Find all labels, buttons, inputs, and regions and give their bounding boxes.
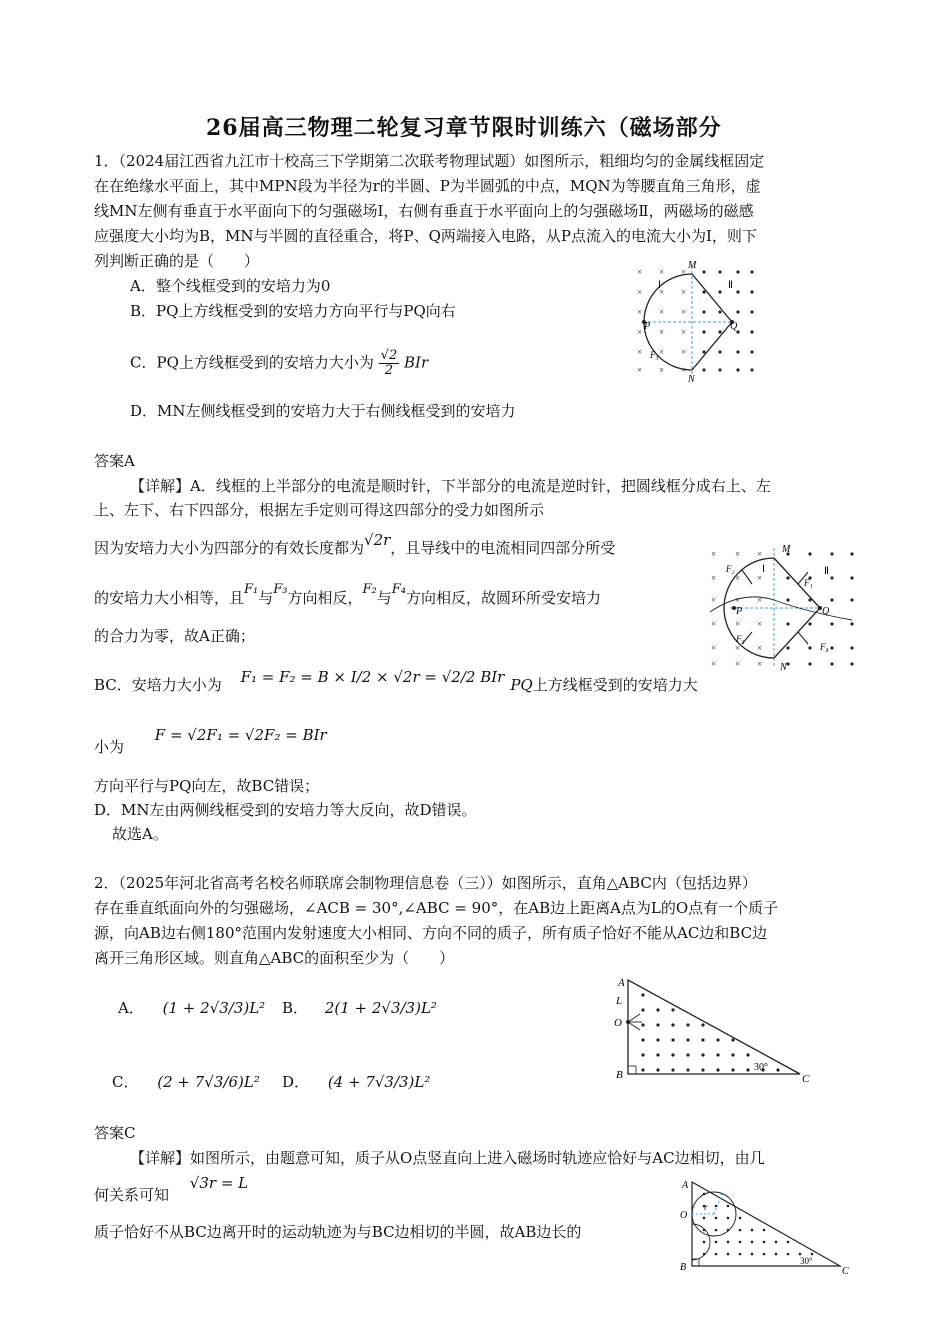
field-dot-mark xyxy=(641,1023,644,1026)
field-dot-mark xyxy=(830,598,833,601)
field-dot-mark xyxy=(775,1253,778,1256)
field-dot-mark xyxy=(811,1253,814,1256)
field-dot-mark xyxy=(701,1038,704,1041)
q1-exp3a: 因为安培力大小为四部分的有效长度都为 xyxy=(94,539,365,557)
q2-option-a-formula: (1 + 2√3/3)L² xyxy=(162,999,266,1017)
label-n-2: N xyxy=(780,662,787,672)
field-dot-mark xyxy=(702,368,705,371)
q1-option-c-text: C．PQ上方线框受到的安培力大小为 xyxy=(130,353,374,372)
q1-exp7 xyxy=(94,726,327,757)
q1-line5: 列判断正确的是（ ） xyxy=(94,252,260,270)
field-dot-mark xyxy=(701,1053,704,1056)
q1-exp1: 【详解】A．线框的上半部分的电流是顺时针，下半部分的电流是逆时针，把圆线框分成右上、左 xyxy=(130,477,771,495)
q1-exp2: 上、左下、右下四部分，根据左手定则可得这四部分的受力如图所示 xyxy=(94,501,545,519)
field-dot-mark xyxy=(750,368,753,371)
q1-exp3-formula: √2r xyxy=(364,531,391,549)
q1-exp7-formula: F = √2F₁ = √2F₂ = BIr xyxy=(154,726,327,744)
field-dot-mark xyxy=(686,1068,689,1071)
field-cross-mark: × xyxy=(735,619,741,629)
q1-exp10: 故选A。 xyxy=(112,825,168,843)
field-dot-mark xyxy=(656,1008,659,1011)
field-dot-mark xyxy=(739,1253,742,1256)
field-dot-mark xyxy=(727,1253,730,1256)
field-dot-mark xyxy=(731,1068,734,1071)
field-dot-mark xyxy=(671,1068,674,1071)
field-dot-mark xyxy=(808,662,811,665)
q2-option-b xyxy=(282,998,437,1018)
field-cross-mark: × xyxy=(681,327,687,337)
frac-numerator: √2 xyxy=(380,348,398,363)
field-dot-mark xyxy=(701,1023,704,1026)
field-dot-mark xyxy=(775,1241,778,1244)
q2-exp2-formula: √3r = L xyxy=(189,1174,249,1192)
q1-exp6-pq: PQ xyxy=(510,676,533,694)
q1-option-b: B．PQ上方线框受到的安培力方向平行与PQ向右 xyxy=(130,302,456,320)
label-region-1: Ⅰ xyxy=(658,280,661,291)
field-dot-mark xyxy=(702,350,705,353)
q2-triangle-figure xyxy=(610,974,816,1086)
field-dot-mark xyxy=(727,1205,730,1208)
q1-exp5: 的合力为零，故A正确； xyxy=(94,627,255,645)
q2-answer: 答案C xyxy=(94,1124,136,1142)
field-dot-mark xyxy=(750,270,753,273)
q2-option-b-label: B． xyxy=(282,999,309,1017)
q1-exp6d: 上方线框受到的安培力大 xyxy=(532,676,698,694)
field-dot-mark xyxy=(850,552,853,555)
q1-exp6-formula: F₁ = F₂ = B × I/2 × √2r = √2/2 BIr xyxy=(240,668,505,686)
field-cross-mark: × xyxy=(757,643,763,653)
field-dot-mark xyxy=(718,330,721,333)
field-dot-mark xyxy=(850,576,853,579)
f3-symbol: F₃ xyxy=(273,582,288,597)
field-dot-mark xyxy=(656,1023,659,1026)
q1-figure xyxy=(628,258,758,383)
q2-option-d xyxy=(282,1072,430,1092)
field-dot-mark xyxy=(702,330,705,333)
field-dot-mark xyxy=(830,552,833,555)
field-cross-mark: × xyxy=(711,595,717,605)
q1-answer: 答案A xyxy=(94,452,135,470)
field-cross-mark: × xyxy=(637,327,643,337)
field-dot-mark xyxy=(750,330,753,333)
q1-option-d: D．MN左侧线框受到的安培力大于右侧线框受到的安培力 xyxy=(130,402,516,420)
field-dot-mark xyxy=(739,1241,742,1244)
field-dot-mark xyxy=(746,1068,749,1071)
field-dot-mark xyxy=(641,1008,644,1011)
field-cross-mark: × xyxy=(681,365,687,375)
field-dot-mark xyxy=(786,662,789,665)
q1-exp9: D．MN左由两侧线框受到的安培力等大反向，故D错误。 xyxy=(94,801,477,819)
field-dot-mark xyxy=(799,1253,802,1256)
field-dot-mark xyxy=(751,1229,754,1232)
q2-option-a-label: A． xyxy=(118,999,144,1017)
field-dot-mark xyxy=(786,598,789,601)
q1-line1: 1．（2024届江西省九江市十校高三下学期第二次联考物理试题）如图所示，粗细均匀的金属线框固定 xyxy=(94,152,765,170)
field-cross-mark: × xyxy=(637,287,643,297)
field-dot-mark xyxy=(750,350,753,353)
field-cross-mark: × xyxy=(659,347,665,357)
frac-denominator: 2 xyxy=(384,363,394,378)
field-dot-mark xyxy=(716,1038,719,1041)
label-m-2: M xyxy=(782,544,791,555)
label-m: M xyxy=(688,260,697,271)
field-dot-mark xyxy=(830,576,833,579)
q1-exp7a: 小为 xyxy=(94,738,125,756)
field-cross-mark: × xyxy=(757,659,763,669)
field-dot-mark xyxy=(750,310,753,313)
field-dot-mark xyxy=(850,646,853,649)
q1-force-figure xyxy=(702,540,862,672)
field-cross-mark: × xyxy=(659,307,665,317)
q1-exp6 xyxy=(94,668,698,695)
field-cross-mark: × xyxy=(711,643,717,653)
field-dot-mark xyxy=(686,1053,689,1056)
field-dot-mark xyxy=(786,622,789,625)
q1-exp8: 方向平行与PQ向左，故BC错误； xyxy=(94,777,320,795)
field-dot-mark xyxy=(736,350,739,353)
q2-option-d-formula: (4 + 7√3/3)L² xyxy=(327,1073,431,1091)
field-dot-mark xyxy=(751,1241,754,1244)
q1-option-c xyxy=(130,349,428,378)
q1-exp3 xyxy=(94,531,616,558)
field-dot-mark xyxy=(808,552,811,555)
field-dot-mark xyxy=(715,1253,718,1256)
q2-exp1: 【详解】如图所示，由题意可知，质子从O点竖直向上进入磁场时轨迹应恰好与AC边相切，由几 xyxy=(130,1149,765,1167)
label-region-1-2: Ⅰ xyxy=(762,564,765,575)
field-cross-mark: × xyxy=(681,307,687,317)
field-dot-mark xyxy=(701,1068,704,1071)
field-cross-mark: × xyxy=(681,267,687,277)
field-dot-mark xyxy=(686,1038,689,1041)
field-dot-mark xyxy=(736,310,739,313)
label-p: P xyxy=(644,321,651,332)
field-cross-mark: × xyxy=(711,549,717,559)
field-cross-mark: × xyxy=(711,619,717,629)
field-dot-mark xyxy=(718,310,721,313)
field-cross-mark: × xyxy=(681,287,687,297)
label-region-2-2: Ⅱ xyxy=(824,566,829,577)
q1-exp4g: 与 xyxy=(376,589,392,607)
field-dot-mark xyxy=(686,1023,689,1026)
label-b: B xyxy=(616,1069,623,1081)
field-dot-mark xyxy=(850,598,853,601)
label-region-2: Ⅱ xyxy=(728,280,733,291)
field-dot-mark xyxy=(763,1253,766,1256)
field-cross-mark: × xyxy=(757,619,763,629)
q1-line3: 线MN左侧有垂直于水平面向下的匀强磁场Ⅰ，右侧有垂直于水平面向上的匀强磁场Ⅱ，两磁场的磁感 xyxy=(94,202,754,220)
field-cross-mark: × xyxy=(757,595,763,605)
label-a-2: A xyxy=(682,1180,689,1191)
q1-line2: 在在绝缘水平面上，其中MPN段为半径为r的半圆、P为半圆弧的中点，MQN为等腰直角三角形，虚 xyxy=(94,177,761,195)
label-q-2: Q xyxy=(822,606,830,617)
field-dot-mark xyxy=(718,368,721,371)
field-dot-mark xyxy=(727,1241,730,1244)
q1-option-c-tail: BIr xyxy=(404,353,429,372)
label-c: C xyxy=(802,1073,810,1085)
label-l: L xyxy=(616,995,623,1007)
field-dot-mark xyxy=(718,290,721,293)
field-cross-mark: × xyxy=(735,659,741,669)
q1-exp3c: ，且导线中的电流相同四部分所受 xyxy=(390,539,616,557)
q1-option-a: A．整个线框受到的安培力为0 xyxy=(130,277,331,295)
f1-symbol: F₁ xyxy=(244,582,259,597)
label-o: O xyxy=(614,1017,622,1029)
label-f4: F₄ xyxy=(820,642,829,652)
q1-exp4c: 与 xyxy=(258,589,274,607)
field-cross-mark: × xyxy=(659,267,665,277)
field-dot-mark xyxy=(641,1038,644,1041)
field-dot-mark xyxy=(715,1241,718,1244)
field-dot-mark xyxy=(671,1038,674,1041)
label-q: Q xyxy=(730,321,738,332)
q1-option-c-fraction xyxy=(379,349,400,378)
field-cross-mark: × xyxy=(637,307,643,317)
f2-symbol: F₂ xyxy=(362,582,377,597)
q1-exp4 xyxy=(94,582,602,610)
label-p-2: P xyxy=(736,606,743,617)
q2-solution-figure xyxy=(676,1176,854,1276)
field-dot-mark xyxy=(718,350,721,353)
field-dot-mark xyxy=(671,1008,674,1011)
field-dot-mark xyxy=(702,290,705,293)
field-dot-mark xyxy=(641,993,644,996)
q2-option-c-formula: (2 + 7√3/6)L² xyxy=(157,1073,260,1091)
q1-exp4i: 方向相反，故圆环所受安培力 xyxy=(406,589,602,607)
field-dot-mark xyxy=(750,290,753,293)
field-dot-mark xyxy=(702,270,705,273)
label-f1: F₁ xyxy=(804,578,813,588)
q2-option-b-formula: 2(1 + 2√3/3)L² xyxy=(324,999,437,1017)
field-dot-mark xyxy=(703,1241,706,1244)
field-dot-mark xyxy=(830,622,833,625)
field-dot-mark xyxy=(715,1229,718,1232)
field-dot-mark xyxy=(776,1068,779,1071)
q2-option-a xyxy=(118,998,265,1018)
field-dot-mark xyxy=(808,646,811,649)
field-dot-mark xyxy=(830,662,833,665)
field-cross-mark: × xyxy=(659,327,665,337)
q2-line4: 离开三角形区域。则直角△ABC的面积至少为（ ） xyxy=(94,949,455,967)
field-dot-mark xyxy=(671,1023,674,1026)
field-dot-mark xyxy=(702,310,705,313)
field-cross-mark: × xyxy=(711,573,717,583)
field-dot-mark xyxy=(656,1053,659,1056)
field-dot-mark xyxy=(736,368,739,371)
label-f3-2: F₃ xyxy=(736,634,745,644)
label-f3: F₃ xyxy=(650,350,659,360)
field-cross-mark: × xyxy=(637,267,643,277)
field-dot-mark xyxy=(716,1053,719,1056)
label-b-2: B xyxy=(680,1262,687,1273)
label-angle: 30° xyxy=(754,1062,768,1073)
field-cross-mark: × xyxy=(659,365,665,375)
q2-option-c xyxy=(112,1072,260,1092)
q2-exp2 xyxy=(94,1174,249,1205)
q2-exp2a: 何关系可知 xyxy=(94,1186,170,1204)
field-dot-mark xyxy=(763,1229,766,1232)
q2-line1: 2．（2025年河北省高考名校名师联席会制物理信息卷（三））如图所示，直角△ABC内（包括边界） xyxy=(94,874,757,892)
field-cross-mark: × xyxy=(757,573,763,583)
label-a: A xyxy=(618,977,625,989)
page-title: 26届高三物理二轮复习章节限时训练六（磁场部分 xyxy=(206,115,722,141)
field-dot-mark xyxy=(808,622,811,625)
field-dot-mark xyxy=(671,1053,674,1056)
q1-exp6a: BC．安培力大小为 xyxy=(94,676,222,694)
field-dot-mark xyxy=(641,1068,644,1071)
field-dot-mark xyxy=(746,1053,749,1056)
q1-line4: 应强度大小均为B，MN与半圆的直径重合，将P、Q两端接入电路，从P点流入的电流大小为I，则下 xyxy=(94,227,757,245)
field-cross-mark: × xyxy=(735,643,741,653)
field-dot-mark xyxy=(786,646,789,649)
field-dot-mark xyxy=(787,1241,790,1244)
f4-symbol: F₄ xyxy=(391,582,406,597)
field-dot-mark xyxy=(703,1217,706,1220)
label-c-2: C xyxy=(842,1266,849,1276)
field-dot-mark xyxy=(718,270,721,273)
q2-exp3: 质子恰好不从BC边离开时的运动轨迹为与BC边相切的半圆，故AB边长的 xyxy=(94,1223,582,1241)
field-dot-mark xyxy=(715,1217,718,1220)
field-dot-mark xyxy=(736,270,739,273)
q2-option-d-label: D． xyxy=(282,1073,310,1091)
field-cross-mark: × xyxy=(711,659,717,669)
label-r: r xyxy=(704,1202,708,1212)
field-dot-mark xyxy=(731,1053,734,1056)
field-dot-mark xyxy=(641,1053,644,1056)
field-dot-mark xyxy=(716,1068,719,1071)
field-dot-mark xyxy=(763,1241,766,1244)
field-dot-mark xyxy=(850,622,853,625)
field-cross-mark: × xyxy=(735,573,741,583)
label-o-2: O xyxy=(680,1210,688,1221)
q2-line3: 源，向AB边右侧180°范围内发射速度大小相同、方向不同的质子，所有质子恰好不能从AC边和BC边 xyxy=(94,924,768,942)
field-cross-mark: × xyxy=(637,365,643,375)
field-cross-mark: × xyxy=(681,347,687,357)
q2-line2: 存在垂直纸面向外的匀强磁场，∠ACB = 30°,∠ABC = 90°，在AB边上距离A点为L的O点有一个质子 xyxy=(94,899,779,917)
field-dot-mark xyxy=(787,1253,790,1256)
q1-exp4e: 方向相反， xyxy=(287,589,363,607)
field-dot-mark xyxy=(656,1038,659,1041)
field-cross-mark: × xyxy=(757,549,763,559)
label-angle-2: 30° xyxy=(800,1256,813,1266)
q2-option-c-label: C． xyxy=(112,1073,139,1091)
field-cross-mark: × xyxy=(659,287,665,297)
field-dot-mark xyxy=(731,1038,734,1041)
label-f2: F₂ xyxy=(726,564,735,574)
field-dot-mark xyxy=(656,1068,659,1071)
label-n: N xyxy=(688,374,695,383)
field-cross-mark: × xyxy=(735,549,741,559)
field-dot-mark xyxy=(751,1253,754,1256)
field-dot-mark xyxy=(850,662,853,665)
field-cross-mark: × xyxy=(637,347,643,357)
field-dot-mark xyxy=(830,646,833,649)
q1-exp4a: 的安培力大小相等，且 xyxy=(94,589,245,607)
field-dot-mark xyxy=(739,1229,742,1232)
field-dot-mark xyxy=(727,1217,730,1220)
field-dot-mark xyxy=(736,290,739,293)
field-dot-mark xyxy=(786,576,789,579)
field-cross-mark: × xyxy=(735,595,741,605)
field-dot-mark xyxy=(739,1217,742,1220)
